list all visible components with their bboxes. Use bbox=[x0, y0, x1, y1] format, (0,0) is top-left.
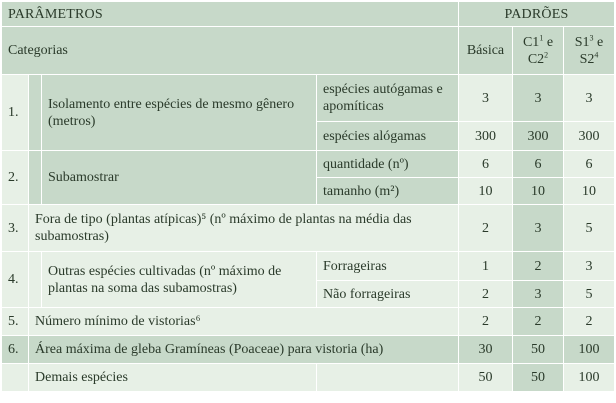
sub-label: espécies alógamas bbox=[317, 122, 459, 151]
row-spacer bbox=[29, 151, 42, 205]
value-basica: 50 bbox=[459, 364, 513, 392]
sub-label: tamanho (m²) bbox=[317, 178, 459, 205]
row-spacer bbox=[29, 252, 42, 308]
row-number: 2. bbox=[2, 151, 29, 205]
value-c1c2: 50 bbox=[513, 364, 564, 392]
value-s1s2: 10 bbox=[564, 178, 615, 205]
value-c1c2: 2 bbox=[513, 252, 564, 281]
header-padroes: PADRÕES bbox=[459, 2, 615, 27]
value-basica: 3 bbox=[459, 75, 513, 122]
value-basica: 30 bbox=[459, 336, 513, 364]
value-basica: 10 bbox=[459, 178, 513, 205]
value-c1c2: 3 bbox=[513, 205, 564, 252]
value-basica: 6 bbox=[459, 151, 513, 178]
header-s1s2: $S1^3$ e $S2^4$ bbox=[564, 27, 615, 75]
sub-label: Forrageiras bbox=[317, 252, 459, 281]
sub-label: Não forrageiras bbox=[317, 281, 459, 308]
header-basica: Básica bbox=[459, 27, 513, 75]
value-s1s2: 6 bbox=[564, 151, 615, 178]
row-number bbox=[2, 364, 29, 392]
row-label: Outras espécies cultivadas (nº máximo de plantas na soma das subamostras) bbox=[42, 252, 317, 308]
row-spacer bbox=[29, 75, 42, 151]
row-label: Fora de tipo (plantas atípicas)⁵ (nº máximo de plantas na média das subamostras) bbox=[29, 205, 459, 252]
value-s1s2: 3 bbox=[564, 75, 615, 122]
value-c1c2: 10 bbox=[513, 178, 564, 205]
value-c1c2: 3 bbox=[513, 75, 564, 122]
value-s1s2: 100 bbox=[564, 364, 615, 392]
row-number: 5. bbox=[2, 308, 29, 336]
sub-label: espécies autógamas e apomíticas bbox=[317, 75, 459, 122]
value-basica: 2 bbox=[459, 308, 513, 336]
value-basica: 2 bbox=[459, 205, 513, 252]
header-c1c2: $C1^1$ e $C2^2$ bbox=[513, 27, 564, 75]
header-parametros: PARÂMETROS bbox=[2, 2, 459, 27]
value-c1c2: 2 bbox=[513, 308, 564, 336]
value-c1c2: 50 bbox=[513, 336, 564, 364]
sub-label-empty bbox=[317, 364, 459, 392]
value-c1c2: 6 bbox=[513, 151, 564, 178]
value-c1c2: 3 bbox=[513, 281, 564, 308]
value-c1c2: 300 bbox=[513, 122, 564, 151]
row-number: 6. bbox=[2, 336, 29, 364]
value-s1s2: 5 bbox=[564, 281, 615, 308]
row-label: Número mínimo de vistorias⁶ bbox=[29, 308, 459, 336]
row-number: 4. bbox=[2, 252, 29, 308]
value-basica: 2 bbox=[459, 281, 513, 308]
value-s1s2: 300 bbox=[564, 122, 615, 151]
value-basica: 300 bbox=[459, 122, 513, 151]
sub-label: quantidade (nº) bbox=[317, 151, 459, 178]
header-categorias: Categorias bbox=[2, 27, 459, 75]
value-s1s2: 3 bbox=[564, 252, 615, 281]
value-basica: 1 bbox=[459, 252, 513, 281]
row-label: Demais espécies bbox=[29, 364, 317, 392]
row-number: 1. bbox=[2, 75, 29, 151]
value-s1s2: 100 bbox=[564, 336, 615, 364]
standards-table bbox=[1, 1, 615, 392]
row-number: 3. bbox=[2, 205, 29, 252]
row-label: Área máxima de gleba Gramíneas (Poaceae) para vistoria (ha) bbox=[29, 336, 459, 364]
value-s1s2: 2 bbox=[564, 308, 615, 336]
row-label: Subamostrar bbox=[42, 151, 317, 205]
row-label: Isolamento entre espécies de mesmo gênero (metros) bbox=[42, 75, 317, 151]
value-s1s2: 5 bbox=[564, 205, 615, 252]
